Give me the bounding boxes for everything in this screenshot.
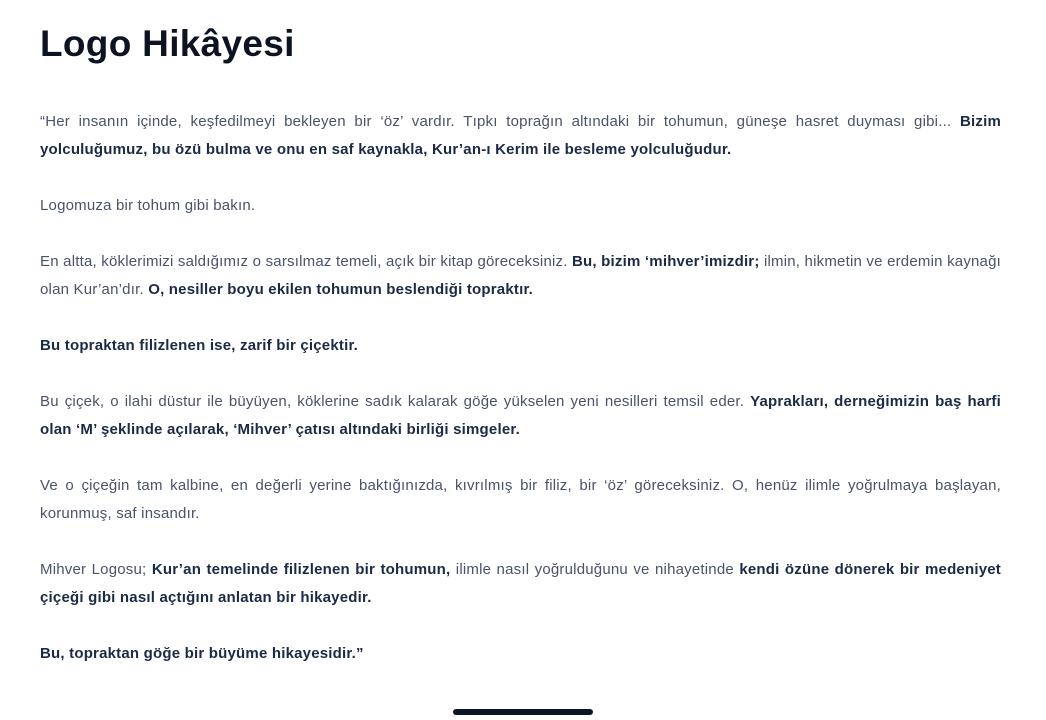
text-run: ilmin, hikmetin ve erdemin kaynağı olan Kur’an’dır. — [40, 253, 1002, 298]
text-run: En altta, köklerimizi saldığımız o sarsılmaz temeli, açık bir kitap göreceksiniz. — [40, 253, 573, 270]
story-paragraph — [40, 248, 1001, 304]
text-run: Logomuza bir tohum gibi bakın. — [40, 197, 256, 214]
home-indicator-bar[interactable] — [453, 709, 593, 715]
story-body — [40, 108, 1001, 668]
bold-text-run: Kur’an temelinde filizlenen bir tohumun, — [151, 561, 451, 578]
story-paragraph — [40, 472, 1001, 528]
bold-text-run: kendi özüne dönerek bir medeniyet çiçeği gibi nasıl açtığını anlatan bir hikayedir. — [40, 561, 1001, 606]
bold-text-run: Bu, bizim ‘mihver’imizdir; — [572, 253, 760, 270]
page-title: Logo Hikâyesi — [40, 23, 295, 64]
story-paragraph — [40, 108, 1001, 164]
story-paragraph — [40, 192, 1001, 220]
bold-text-run: Bu, topraktan göğe bir büyüme hikayesidir.” — [40, 645, 364, 662]
bold-text-run: Yaprakları, derneğimizin baş harfi olan ‘M’ şeklinde açılarak, ‘Mihver’ çatısı altındaki birliği simgeler. — [40, 393, 1001, 438]
story-paragraph — [40, 556, 1001, 612]
text-run: Ve o çiçeğin tam kalbine, en değerli yerine baktığınızda, kıvrılmış bir filiz, bir ‘öz’ göreceksiniz. O, henüz ilimle yoğrulmaya başlayan, korunmuş, saf insandır. — [40, 477, 1001, 522]
story-paragraph — [40, 640, 1001, 668]
bold-text-run: Bu topraktan filizlenen ise, zarif bir çiçektir. — [40, 337, 359, 354]
story-paragraph — [40, 388, 1001, 444]
story-paragraph — [40, 332, 1001, 360]
text-run: “Her insanın içinde, keşfedilmeyi bekleyen bir ‘öz’ vardır. Tıpkı toprağın altındaki bir tohumun, güneşe hasret duyması gibi... — [40, 113, 960, 130]
text-run: Mihver Logosu; — [40, 561, 152, 578]
bold-text-run: Bizim yolculuğumuz, bu özü bulma ve onu en saf kaynakla, Kur’an-ı Kerim ile besleme yolculuğudur. — [40, 113, 1001, 158]
text-run: ilimle nasıl yoğrulduğunu ve nihayetinde — [450, 561, 740, 578]
bold-text-run: O, nesiller boyu ekilen tohumun beslendiği topraktır. — [148, 281, 534, 298]
text-run: Bu çiçek, o ilahi düstur ile büyüyen, köklerine sadık kalarak göğe yükselen yeni nesilleri temsil eder. — [40, 393, 751, 410]
